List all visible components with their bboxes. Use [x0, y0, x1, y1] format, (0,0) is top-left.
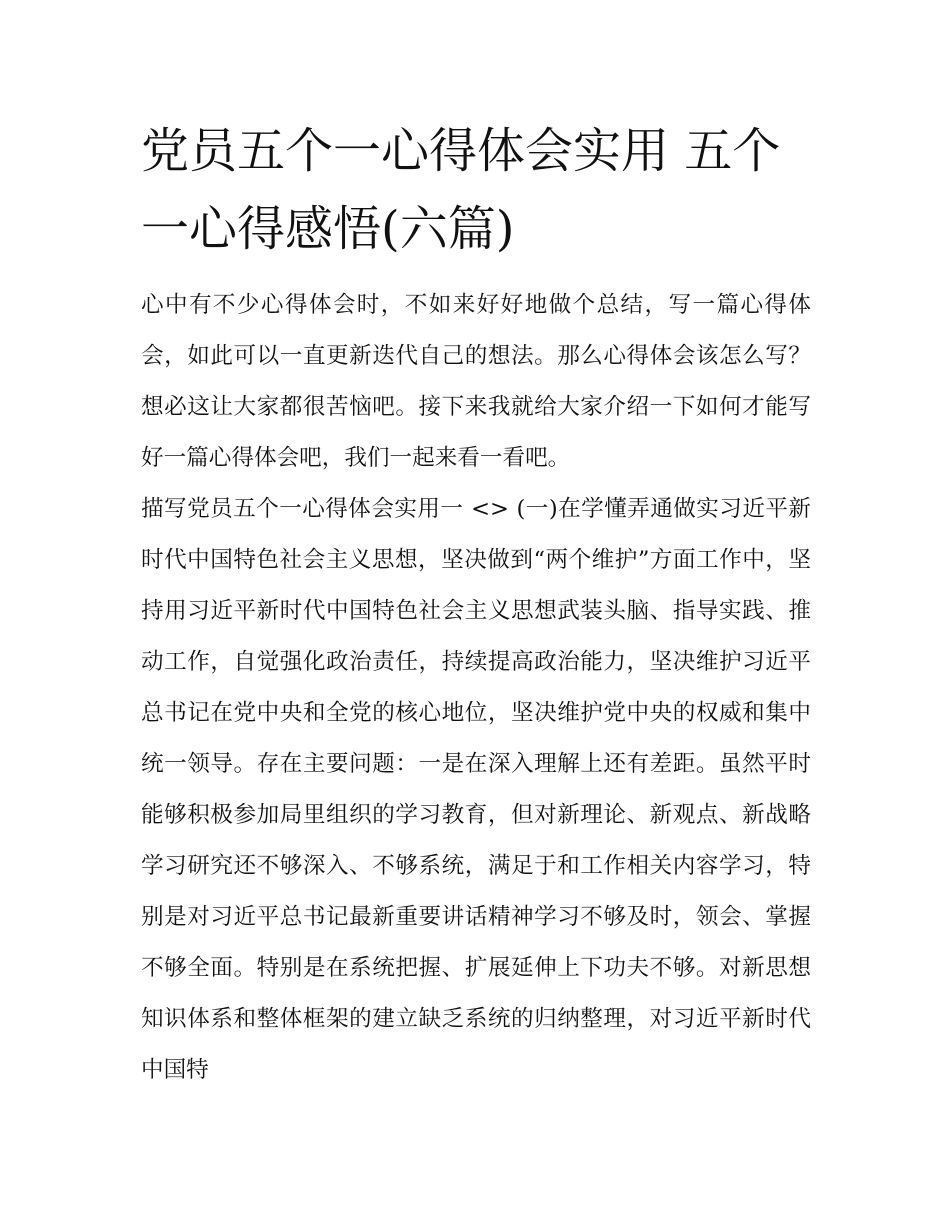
document-title: 党员五个一心得体会实用 五个一心得感悟(六篇) — [141, 123, 781, 257]
document-body — [141, 112, 811, 1096]
intro-paragraph: 心中有不少心得体会时，不如来好好地做个总结，写一篇心得体会，如此可以一直更新迭代自己的想法。那么心得体会该怎么写？想必这让大家都很苦恼吧。接下来我就给大家介绍一下如何才能写好一篇心得体会吧，我们一起来看一看吧。 — [141, 292, 811, 471]
body-paragraph: 描写党员五个一心得体会实用一 <> (一)在学懂弄通做实习近平新时代中国特色社会主义思想，坚决做到“两个维护”方面工作中，坚持用习近平新时代中国特色社会主义思想武装头脑、指导实践、推动工作，自觉强化政治责任，持续提高政治能力，坚决维护习近平总书记在党中央和全党的核心地位，坚决维护党中央的权威和集中统一领导。存在主要问题：一是在深入理解上还有差距。虽然平时能够积极参加局里组织的学习教育，但对新理论、新观点、新战略学习研究还不够深入、不够系统，满足于和工作相关内容学习，特别是对习近平总书记最新重要讲话精神学习不够及时，领会、掌握不够全面。特别是在系统把握、扩展延伸上下功夫不够。对新思想知识体系和整体框架的建立缺乏系统的归纳整理，对习近平新时代中国特 — [141, 496, 811, 1083]
